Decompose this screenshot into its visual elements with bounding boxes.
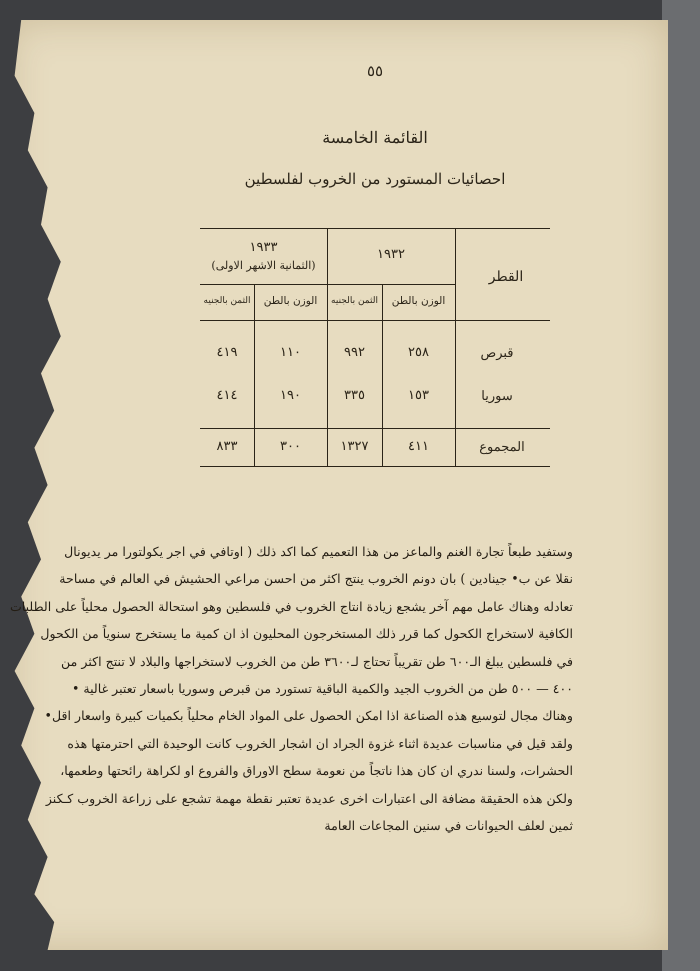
- paragraph-line: ٤٠٠ — ٥٠٠ طن من الخروب الجيد والكمية الباقية تستورد من قبرص وسوريا باسعار تعتبر غالية •: [71, 681, 573, 697]
- table-cell: ١١٠: [280, 345, 301, 360]
- col-weight-1932: الوزن بالطن: [391, 295, 446, 307]
- table-cell: ٤١٤: [216, 388, 238, 403]
- page-number: ٥٥: [366, 62, 384, 80]
- table-divider: [382, 284, 383, 466]
- table-cell: ١٩٠: [280, 388, 301, 403]
- table-cell: ٣٣٥: [344, 388, 365, 403]
- table-cell: ١٣٢٧: [340, 439, 369, 454]
- table-header-rule: [200, 320, 550, 321]
- table-cell: ٩٩٢: [344, 345, 365, 360]
- table-cell: ٤١١: [408, 439, 429, 454]
- paragraph-line: الحشرات، ولسنا ندري ان كان هذا ناتجاً من نعومة سطح الاوراق والفروع او لكراهة رائحتها وطعمها،: [60, 763, 573, 779]
- table-total-rule: [200, 428, 550, 429]
- table-cell: ٨٣٣: [216, 439, 238, 454]
- paragraph-line: وهناك مجال لتوسيع هذه الصناعة اذا امكن الحصول على المواد الخام محلياً بكميات كبيرة واسعار اقل•: [44, 708, 573, 724]
- paragraph-line: ولقد قيل في مناسبات عديدة اثناء غزوة الجراد ان اشجار الخروب كانت الوحيدة التي احترمتها هذه: [67, 735, 573, 751]
- table-cell: ٣٠٠: [280, 439, 301, 454]
- col-price-1932: الثمن بالجنيه: [331, 296, 378, 306]
- paragraph-line: في فلسطين يبلغ الـ٦٠٠ طن تقريباً تحتاج لـ٣٦٠٠ طن من الخروب لاستخراجها والبلاد لا تنتج اكثر من: [61, 653, 573, 669]
- total-label: المجموع: [479, 440, 525, 455]
- year-1932-header: ١٩٣٢: [377, 247, 405, 262]
- country-header: القطر: [488, 269, 524, 285]
- table-row-country: قبرص: [480, 346, 514, 361]
- paragraph-line: ثمين لعلف الحيوانات في سنين المجاعات العامة: [324, 818, 573, 834]
- page-title: القائمة الخامسة: [322, 128, 428, 147]
- col-price-1933: الثمن بالجنيه: [203, 296, 251, 306]
- table-cell: ٤١٩: [216, 345, 238, 360]
- table-divider: [455, 228, 456, 466]
- paragraph-line: وستفيد طبعاً تجارة الغنم والماعز من هذا التعميم كما اكد ذلك ( اوتافي في اجر يكولتورا مر يديونال: [64, 544, 573, 559]
- paragraph-line: ولكن هذه الحقيقة مضافة الى اعتبارات اخرى عديدة تعتبر نقطة مهمة تشجع على زراعة الخروب كـكنز: [45, 790, 573, 806]
- table-divider: [254, 284, 255, 466]
- table-top-rule: [200, 228, 550, 229]
- paragraph-line: تعادله وهناك عامل مهم آخر يشجع زيادة انتاج الخروب في فلسطين وهو استحالة الحصول محلياً على الطلبات: [9, 598, 573, 614]
- paragraph-line: الكافية لاستخراج الكحول كما قرر ذلك المستخرجون المحليون اذ ان كمية ما يستخرج سنوياً من الكحول: [40, 626, 573, 642]
- carob-imports-table: [200, 228, 550, 468]
- table-bottom-rule: [200, 466, 550, 467]
- table-cell: ١٥٣: [408, 388, 429, 403]
- year-1933-header: ١٩٣٣: [249, 240, 278, 255]
- year-1933-note: (الثمانية الاشهر الاولى): [211, 259, 316, 272]
- col-weight-1933: الوزن بالطن: [263, 295, 318, 307]
- paragraph-line: نقلا عن ب• جينادين ) بان دونم الخروب ينتج اكثر من احسن مراعي الحشيش في العالم في مساحة: [59, 571, 573, 587]
- body-paragraph: [9, 538, 573, 839]
- page-subtitle: احصائيات المستورد من الخروب لفلسطين: [244, 170, 506, 188]
- table-cell: ٢٥٨: [408, 345, 429, 360]
- table-row-country: سوريا: [481, 389, 513, 404]
